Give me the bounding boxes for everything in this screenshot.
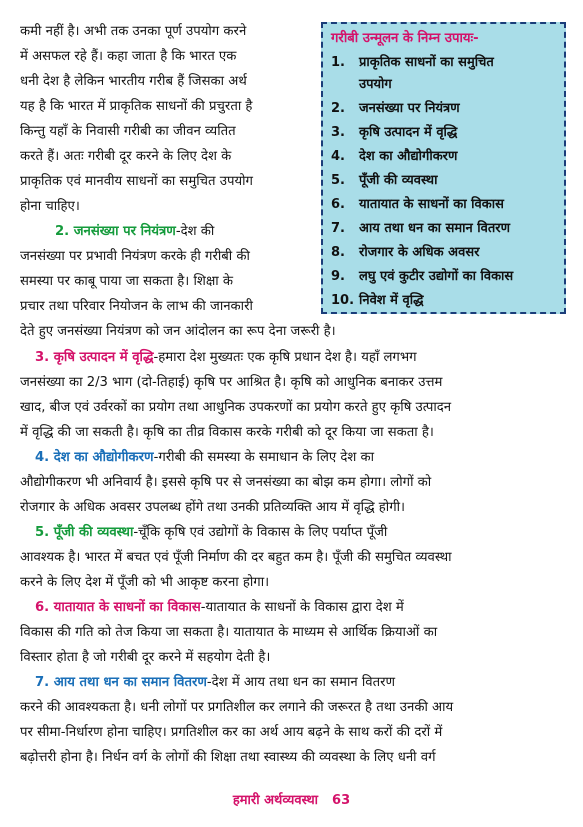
body-text-line: करते हैं। अतः गरीबी दूर करने के लिए देश के [20, 149, 232, 164]
page-number: 63 [332, 793, 351, 808]
section-4-first-line [35, 448, 374, 468]
box-list-item: 4. देश का औद्योगीकरण [331, 149, 458, 164]
section-heading: 5. पूँजी की व्यवस्था [35, 525, 134, 540]
section-3-first-line [35, 348, 417, 368]
body-text-line: बढ़ोत्तरी होना है। निर्धन वर्ग के लोगों की शिक्षा तथा स्वास्थ्य की व्यवस्था के लिए धनी वर्ग [20, 750, 436, 765]
section-text: -हमारा देश मुख्यतः एक कृषि प्रधान देश है। यहाँ लगभग [153, 350, 417, 365]
box-list-item: 8. रोजगार के अधिक अवसर [331, 245, 480, 260]
body-text-line: किन्तु यहाँ के निवासी गरीबी का जीवन व्यतित [20, 124, 236, 139]
body-text-line: प्राकृतिक एवं मानवीय साधनों का समुचित उपयोग [20, 174, 253, 189]
section-text: -देश में आय तथा धन का समान वितरण [206, 675, 396, 690]
box-list-item: 1. प्राकृतिक साधनों का समुचित [331, 55, 494, 70]
box-list-item: 5. पूँजी की व्यवस्था [331, 173, 438, 188]
body-text-line: में वृद्धि की जा सकती है। कृषि का तीव्र विकास करके गरीबी को दूर किया जा सकता है। [20, 425, 434, 440]
body-text-line: में असफल रहे हैं। कहा जाता है कि भारत एक [20, 49, 237, 64]
body-text-line: समस्या पर काबू पाया जा सकता है। शिक्षा के [20, 274, 234, 289]
section-heading: 2. जनसंख्या पर नियंत्रण [55, 224, 176, 239]
body-text-line: विस्तार होता है जो गरीबी दूर करने में सहयोग देती है। [20, 650, 271, 665]
body-text-line: आवश्यक है। भारत में बचत एवं पूँजी निर्माण की दर बहुत कम है। पूँजी की समुचित व्यवस्था [20, 550, 452, 565]
section-5-first-line [35, 523, 387, 543]
book-title: हमारी अर्थव्यवस्था [232, 793, 319, 808]
section-heading: 3. कृषि उत्पादन में वृद्धि [35, 350, 154, 365]
body-text-line: करने की आवश्यकता है। धनी लोगों पर प्रगतिशील कर लगाने की जरूरत है तथा उनकी आय [20, 700, 454, 715]
box-list-item: 3. कृषि उत्पादन में वृद्धि [331, 125, 458, 140]
body-text-line: यह है कि भारत में प्राकृतिक साधनों की प्रचुरता है [20, 99, 253, 114]
box-list-item: 9. लघु एवं कुटीर उद्योगों का विकास [331, 269, 514, 284]
body-text-line: देते हुए जनसंख्या नियंत्रण को जन आंदोलन का रूप देना जरूरी है। [20, 324, 336, 339]
box-list-item: 7. आय तथा धन का समान वितरण [331, 221, 510, 236]
section-text: -गरीबी की समस्या के समाधान के लिए देश का [153, 450, 375, 465]
section-text: -चूँकि कृषि एवं उद्योगों के विकास के लिए पर्याप्त पूँजी [133, 525, 388, 540]
body-text-line: पर सीमा-निर्धारण होना चाहिए। प्रगतिशील कर का अर्थ आय बढ़ने के साथ करों की दरों में [20, 725, 443, 740]
page-footer [0, 790, 583, 808]
body-text-line: जनसंख्या का 2/3 भाग (दो-तिहाई) कृषि पर आश्रित है। कृषि को आधुनिक बनाकर उत्तम [20, 375, 443, 390]
box-list-item: 2. जनसंख्या पर नियंत्रण [331, 101, 460, 116]
box-list-item: 6. यातायात के साधनों का विकास [331, 197, 504, 212]
box-title: गरीबी उन्मूलन के निम्न उपायः- [331, 31, 479, 46]
section-2-first-line [55, 222, 214, 242]
body-text-line: विकास की गति को तेज किया जा सकता है। यातायात के माध्यम से आर्थिक क्रियाओं का [20, 625, 438, 640]
body-text-line: कमी नहीं है। अभी तक उनका पूर्ण उपयोग करने [20, 24, 247, 39]
body-text-line: जनसंख्या पर प्रभावी नियंत्रण करके ही गरीबी की [20, 249, 250, 264]
section-heading: 7. आय तथा धन का समान वितरण [35, 675, 207, 690]
body-text-line: खाद, बीज एवं उर्वरकों का प्रयोग तथा आधुनिक उपकरणों का प्रयोग करते हुए कृषि उत्पादन [20, 400, 452, 415]
section-text: -देश की [175, 224, 215, 239]
body-text-line: रोजगार के अधिक अवसर उपलब्ध होंगे तथा उनकी प्रतिव्यक्ति आय में वृद्धि होगी। [20, 500, 406, 515]
poverty-measures-box [321, 22, 566, 314]
body-text-line: धनी देश है लेकिन भारतीय गरीब हैं जिसका अर्थ [20, 74, 247, 89]
section-6-first-line [35, 598, 404, 618]
body-text-line: प्रचार तथा परिवार नियोजन के लाभ की जानकारी [20, 299, 253, 314]
body-text-line: औद्योगीकरण भी अनिवार्य है। इससे कृषि पर से जनसंख्या का बोझ कम होगा। लोगों को [20, 475, 432, 490]
body-text-line: करने के लिए देश में पूँजी को भी आकृष्ट करना होगा। [20, 575, 270, 590]
section-heading: 4. देश का औद्योगीकरण [35, 450, 154, 465]
section-heading: 6. यातायात के साधनों का विकास [35, 600, 201, 615]
body-text-line: होना चाहिए। [20, 199, 80, 214]
box-list-item: 10. निवेश में वृद्धि [331, 293, 424, 308]
box-list-item: उपयोग [359, 77, 392, 92]
section-text: -यातायात के साधनों के विकास द्वारा देश में [200, 600, 404, 615]
section-7-first-line [35, 673, 395, 693]
